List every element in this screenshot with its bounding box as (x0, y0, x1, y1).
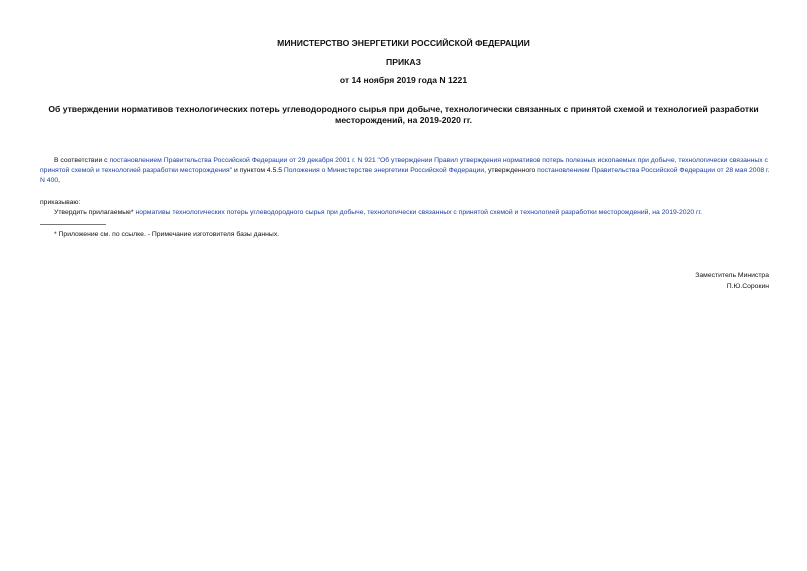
basis-suffix: , (58, 177, 61, 184)
basis-paragraph (40, 156, 774, 186)
signature-block (695, 270, 769, 292)
footnote-text: * Приложение см. по ссылке. - Примечание изготовителя базы данных. (54, 231, 280, 238)
approve-prefix: Утвердить прилагаемые* (54, 209, 136, 216)
approve-paragraph (54, 208, 774, 218)
orders-word: приказываю: (40, 199, 81, 206)
basis-middle: и пунктом 4.5.5 (232, 167, 284, 174)
basis-link-decree-400[interactable]: постановлением Правительства Российской Федерации от 28 мая 2008 г. N 400 (40, 167, 770, 184)
signature-name: П.Ю.Сорокин (726, 283, 769, 290)
basis-prefix: В соответствии с (54, 157, 110, 164)
footnote-divider (40, 224, 106, 225)
signature-position: Заместитель Министра (695, 272, 769, 279)
document-title: Об утверждении нормативов технологических потерь углеводородного сырья при добыче, технологически связанных с принятой схемой и технологией разработки месторождений, на 2019-2020 гг. (48, 104, 759, 125)
approve-link-norms[interactable]: нормативы технологических потерь углеводородного сырья при добыче, технологически связанных с принятой схемой и технологией разработки месторождений, на 2019-2020 гг. (135, 209, 703, 216)
basis-link-decree-921[interactable]: постановлением Правительства Российской Федерации от 29 декабря 2001 г. N 921 "Об утверждении Правил утверждения нормативов потерь полезных ископаемых при добыче, технологически связанных с принятой схемой и технологией разработки месторождения" (40, 157, 768, 174)
document-date-number: от 14 ноября 2019 года N 1221 (339, 75, 468, 85)
ministry-name: МИНИСТЕРСТВО ЭНЕРГЕТИКИ РОССИЙСКОЙ ФЕДЕРАЦИИ (277, 38, 530, 48)
basis-middle2: , утвержденного (484, 167, 538, 174)
basis-link-ministry-regulation[interactable]: Положения о Министерстве энергетики Российской Федерации (283, 167, 485, 174)
document-type: ПРИКАЗ (386, 57, 421, 67)
